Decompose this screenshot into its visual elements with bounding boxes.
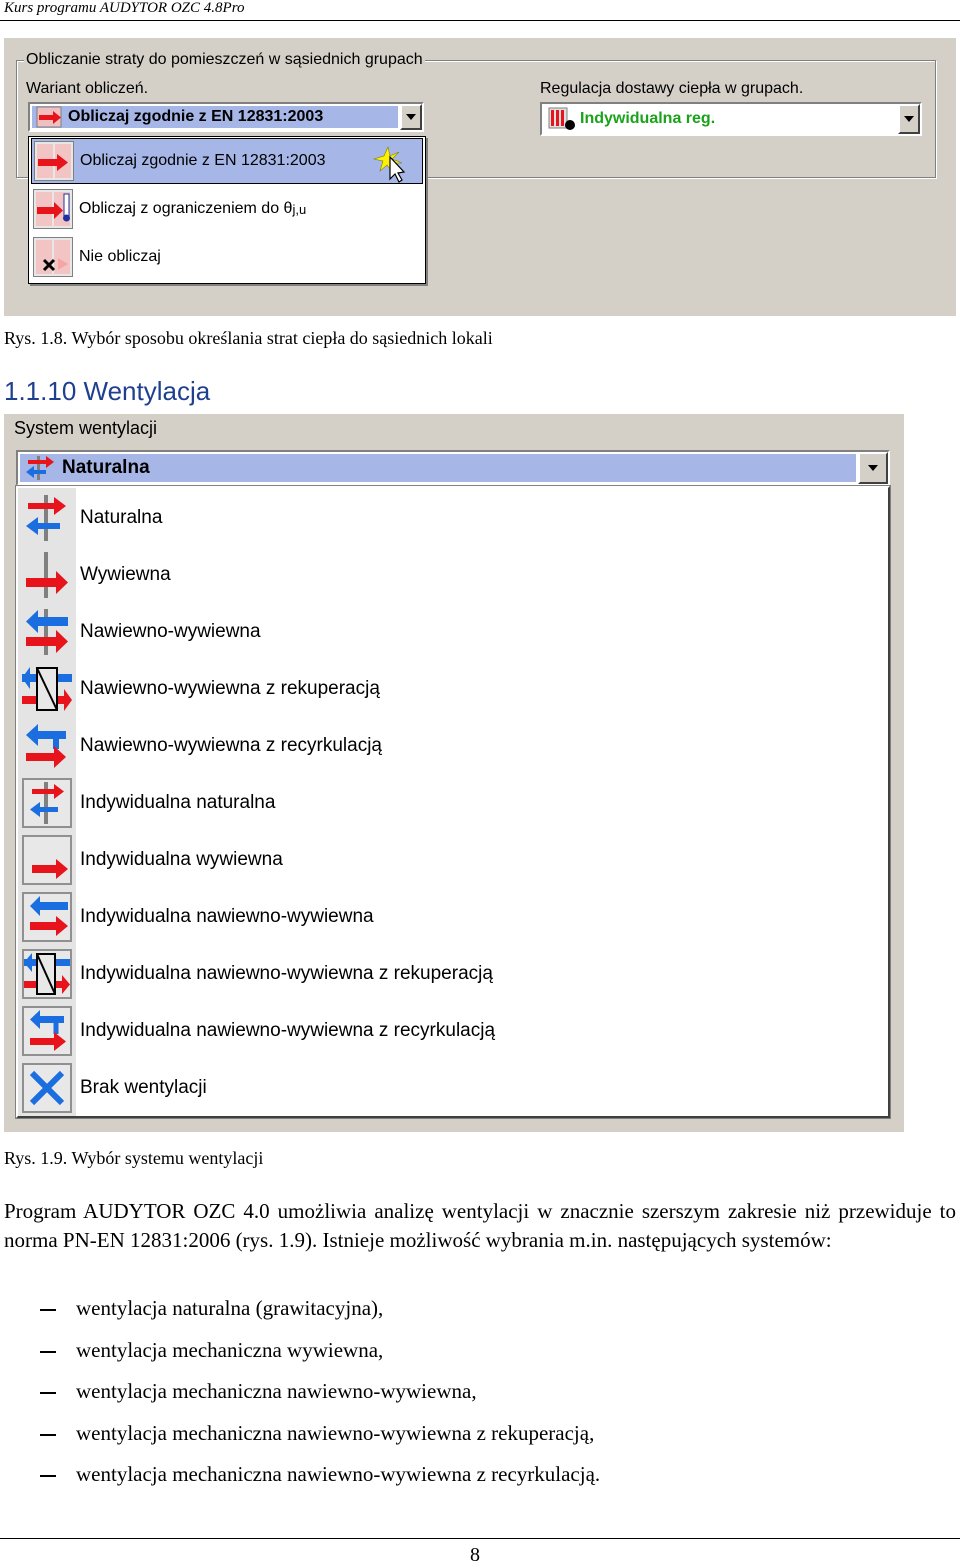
page-number: 8 [470, 1544, 480, 1566]
figure-2-caption: Rys. 1.9. Wybór systemu wentylacji [4, 1148, 264, 1168]
list-item: wentylacja naturalna (grawitacyjna), [40, 1296, 600, 1338]
ventilation-option-none[interactable]: Brak wentylacji [18, 1060, 878, 1116]
natural-ventilation-icon [26, 455, 56, 481]
figure-1-screenshot [4, 38, 956, 316]
list-item: wentylacja mechaniczna nawiewno-wywiewna, [40, 1379, 600, 1421]
variant-option-limited[interactable]: Obliczaj z ograniczeniem do θ j,u [31, 186, 423, 232]
ventilation-option-individual-supply-exhaust[interactable]: Indywidualna nawiewno-wywiewna [18, 889, 878, 945]
footer-rule [0, 1538, 960, 1539]
individual-natural-icon [22, 778, 72, 828]
chevron-down-icon[interactable] [400, 104, 422, 130]
ventilation-selected-value: Naturalna [20, 454, 856, 482]
regulation-combobox[interactable] [540, 102, 922, 136]
recirculation-icon [22, 721, 72, 771]
individual-exhaust-icon [22, 835, 72, 885]
close-icon [22, 1063, 72, 1113]
recuperation-icon [22, 664, 72, 714]
ventilation-option-supply-exhaust[interactable]: Nawiewno-wywiewna [18, 604, 878, 660]
variant-combobox[interactable] [28, 102, 424, 132]
chevron-down-icon[interactable] [898, 104, 920, 134]
supply-exhaust-icon [22, 607, 72, 657]
ventilation-dropdown-list [16, 486, 890, 1118]
ventilation-option-individual-exhaust[interactable]: Indywidualna wywiewna [18, 832, 878, 888]
ventilation-option-recirculation[interactable]: Nawiewno-wywiewna z recyrkulacją [18, 718, 878, 774]
cursor-sparkle-icon [372, 143, 408, 183]
individual-recuperation-icon [22, 949, 72, 999]
ventilation-option-recuperation[interactable]: Nawiewno-wywiewna z rekuperacją [18, 661, 878, 717]
body-paragraph: Program AUDYTOR OZC 4.0 umożliwia analizę wentylacji w znacznie szerszym zakresie niż przewiduje to norma PN-EN 12831:2006 (rys. 1.9). Istnieje możliwość wybrania m.in. następujących systemów: [4, 1199, 956, 1252]
wall-cross-icon [33, 237, 73, 277]
wall-arrow-icon [34, 141, 74, 181]
variant-label: Wariant obliczeń. [26, 80, 149, 97]
list-item: wentylacja mechaniczna wywiewna, [40, 1338, 600, 1380]
ventilation-option-natural[interactable]: Naturalna [18, 490, 878, 546]
systems-list [40, 1296, 600, 1504]
section-heading: 1.1.10 Wentylacja [4, 376, 211, 406]
individual-recirculation-icon [22, 1006, 72, 1056]
variant-selected-value: Obliczaj zgodnie z EN 12831:2003 [32, 106, 398, 128]
figure-1-caption: Rys. 1.8. Wybór sposobu określania strat ciepła do sąsiednich lokali [4, 328, 493, 348]
running-head: Kurs programu AUDYTOR OZC 4.8Pro [4, 0, 245, 16]
chevron-down-icon[interactable] [858, 452, 888, 484]
individual-supply-exhaust-icon [22, 892, 72, 942]
ventilation-combobox[interactable] [16, 450, 890, 486]
regulation-selected-value: Indywidualna reg. [544, 106, 896, 132]
ventilation-option-individual-recuperation[interactable]: Indywidualna nawiewno-wywiewna z rekuperacją [18, 946, 878, 1002]
header-rule [0, 20, 960, 21]
variant-option-en12831[interactable]: Obliczaj zgodnie z EN 12831:2003 [31, 138, 423, 184]
natural-ventilation-icon [22, 493, 72, 543]
ventilation-option-individual-recirculation[interactable]: Indywidualna nawiewno-wywiewna z recyrkulacją [18, 1003, 878, 1059]
regulation-label: Regulacja dostawy ciepła w grupach. [540, 80, 804, 97]
groupbox-title: Obliczanie straty do pomieszczeń w sąsiednich grupach [26, 51, 423, 68]
variant-option-none[interactable]: Nie obliczaj [31, 234, 423, 280]
ventilation-option-exhaust[interactable]: Wywiewna [18, 547, 878, 603]
list-item: wentylacja mechaniczna nawiewno-wywiewna z recyrkulacją. [40, 1462, 600, 1504]
list-item: wentylacja mechaniczna nawiewno-wywiewna z rekuperacją, [40, 1421, 600, 1463]
ventilation-option-individual-natural[interactable]: Indywidualna naturalna [18, 775, 878, 831]
figure-2-screenshot [4, 414, 904, 1132]
ventilation-system-label: System wentylacji [14, 418, 158, 438]
exhaust-ventilation-icon [22, 550, 72, 600]
wall-arrow-icon [36, 106, 64, 128]
radiator-valve-icon [548, 106, 576, 132]
variant-dropdown-list [28, 136, 426, 284]
thermometer-icon [33, 189, 73, 229]
